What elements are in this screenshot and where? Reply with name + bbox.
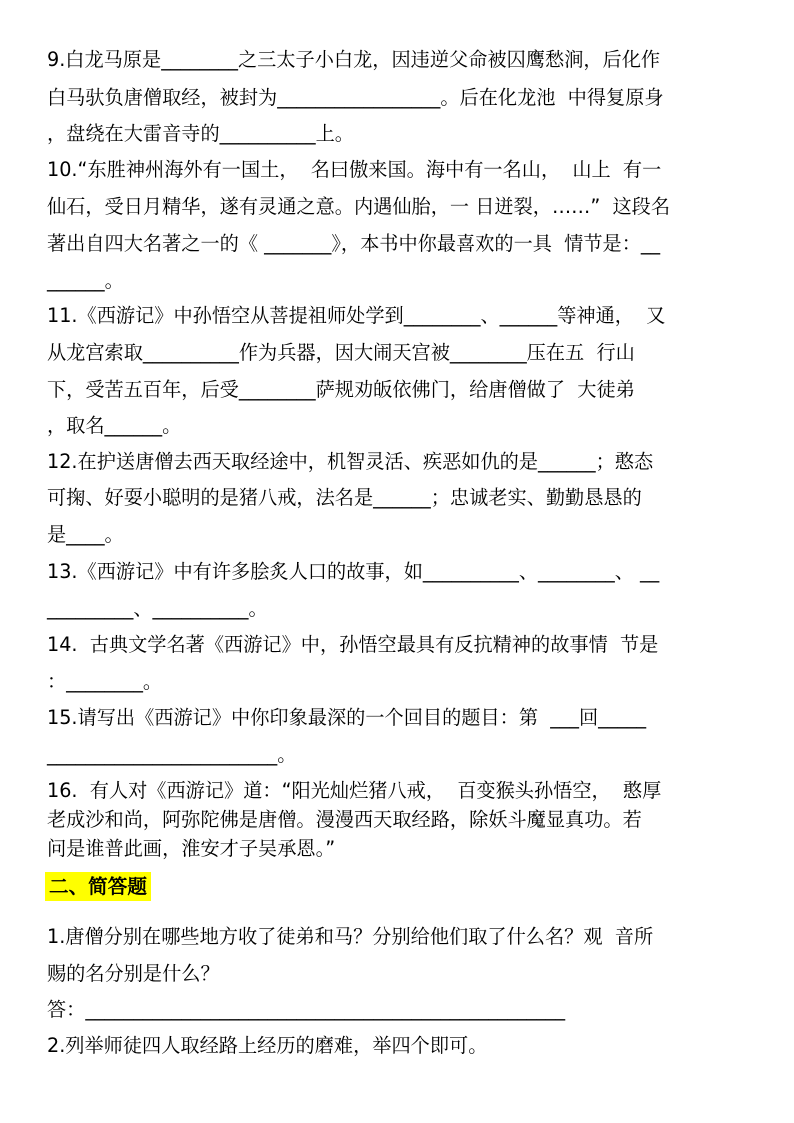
question-10-line-4: ______。: [47, 269, 124, 292]
question-9-line-2: 白马驮负唐僧取经，被封为_________________。后在化龙池 中得复原身: [47, 86, 664, 109]
question-11-line-2: 从龙宫索取__________作为兵器，因大闹天宫被________压在五 行山: [47, 341, 635, 364]
question-14-line-2: ：________。: [47, 670, 163, 693]
question-15-line-2: ________________________。: [47, 743, 297, 766]
question-14-line-1: 14. 古典文学名著《西游记》中，孙悟空最具有反抗精神的故事情 节是: [47, 633, 659, 656]
question-10-line-3: 著出自四大名著之一的《 _______》，本书中你最喜欢的一具 情节是：__: [47, 232, 661, 255]
question-12-line-1: 12.在护送唐僧去西天取经途中，机智灵活、疾恶如仇的是______；憨态: [47, 450, 654, 473]
question-16-line-1: 16. 有人对《西游记》道：“阳光灿烂猪八戒， 百变猴头孙悟空， 憨厚: [47, 779, 662, 802]
question-16-line-3: 问是谁普此画，淮安才子吴承恩。”: [47, 837, 336, 860]
question-12-line-3: 是____。: [47, 523, 124, 546]
section-heading: 二、简答题: [45, 872, 151, 901]
question-16-line-2: 老成沙和尚，阿弥陀佛是唐僧。漫漫西天取经路，除妖斗魔显真功。若: [47, 808, 642, 831]
short-answer-1-line-2: 赐的名分别是什么？: [47, 962, 220, 985]
question-12-line-2: 可掬、好耍小聪明的是猪八戒，法名是______；忠诚老实、勤勤恳恳的: [47, 486, 642, 509]
question-13-line-2: _________、__________。: [47, 597, 268, 620]
question-9-line-1: 9.白龙马原是________之三太子小白龙，因违逆父命被囚鹰愁涧，后化作: [47, 48, 661, 71]
question-15-line-1: 15.请写出《西游记》中你印象最深的一个回目的题目：第 ___回_____: [47, 706, 647, 729]
short-answer-1-line-1: 1.唐僧分别在哪些地方收了徒弟和马？分别给他们取了什么名？观 音所: [47, 925, 654, 948]
question-9-line-3: ，盘绕在大雷音寺的__________上。: [47, 122, 354, 145]
question-11-line-4: ，取名______。: [47, 414, 182, 437]
answer-line[interactable]: 答：__________________________________________________: [47, 998, 566, 1021]
question-10-line-2: 仙石，受日月精华，遂有灵通之意。内遇仙胎，一 日迸裂，……” 这段名: [47, 195, 671, 218]
question-13-line-1: 13.《西游记》中有许多脍炙人口的故事，如__________、________、 __: [47, 560, 660, 583]
question-11-line-3: 下，受苦五百年，后受________萨规劝皈依佛门，给唐僧做了 大徒弟: [47, 378, 635, 401]
question-11-line-1: 11.《西游记》中孙悟空从菩提祖师处学到________、______等神通， 又: [47, 304, 666, 327]
short-answer-2-line-1: 2.列举师徒四人取经路上经历的磨难，举四个即可。: [47, 1034, 488, 1057]
question-10-line-1: 10.“东胜神州海外有一国土， 名曰傲来国。海中有一名山， 山上 有一: [47, 158, 662, 181]
